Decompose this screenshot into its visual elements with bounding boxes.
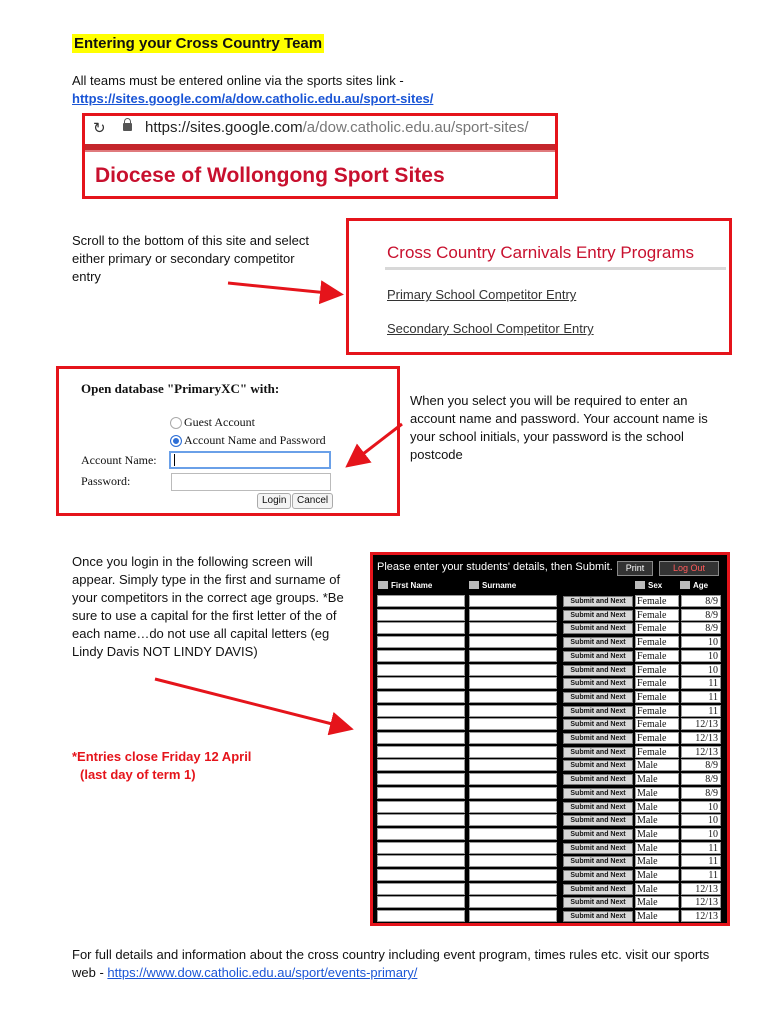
submit-next-button[interactable]: Submit and Next: [563, 678, 633, 689]
entry-instruction: Once you login in the following screen will appear. Simply type in the first and surname of your competitors in the correct age groups. *Be sure to use a capital for the first letter of the of each name…do not use all capital letters (eg Lindy Davis NOT LINDY DAVIS): [72, 554, 344, 659]
print-button[interactable]: Print: [617, 561, 653, 576]
submit-next-button[interactable]: Submit and Next: [563, 596, 633, 607]
sex-value: Female: [635, 732, 679, 744]
login-button[interactable]: Login: [257, 493, 291, 509]
col-age: Age: [680, 581, 708, 594]
primary-entry-link[interactable]: Primary School Competitor Entry: [387, 287, 577, 302]
age-value: 10: [681, 814, 721, 826]
submit-next-button[interactable]: Submit and Next: [563, 665, 633, 676]
age-value: 8/9: [681, 773, 721, 785]
sex-value: Male: [635, 869, 679, 881]
submit-next-button[interactable]: Submit and Next: [563, 637, 633, 648]
reload-icon: ↻: [93, 120, 106, 137]
age-value: 8/9: [681, 595, 721, 607]
sex-value: Female: [635, 664, 679, 676]
submit-next-button[interactable]: Submit and Next: [563, 788, 633, 799]
submit-next-button[interactable]: Submit and Next: [563, 719, 633, 730]
sex-value: Female: [635, 595, 679, 607]
submit-next-button[interactable]: Submit and Next: [563, 623, 633, 634]
sex-value: Female: [635, 691, 679, 703]
entry-programs-heading: Cross Country Carnivals Entry Programs: [387, 243, 695, 262]
age-value: 11: [681, 842, 721, 854]
intro-text: All teams must be entered online via the sports sites link -: [72, 73, 404, 88]
page-title: Entering your Cross Country Team: [74, 35, 323, 52]
age-value: 10: [681, 828, 721, 840]
age-value: 11: [681, 677, 721, 689]
sex-value: Male: [635, 855, 679, 867]
submit-next-button[interactable]: Submit and Next: [563, 843, 633, 854]
secondary-entry-link[interactable]: Secondary School Competitor Entry: [387, 321, 594, 336]
sex-value: Male: [635, 773, 679, 785]
arrow-to-entry-links: [228, 283, 338, 294]
submit-next-button[interactable]: Submit and Next: [563, 747, 633, 758]
age-value: 12/13: [681, 883, 721, 895]
col-surname: Surname: [469, 581, 516, 594]
submit-next-button[interactable]: Submit and Next: [563, 651, 633, 662]
age-value: 11: [681, 705, 721, 717]
cancel-button[interactable]: Cancel: [292, 493, 333, 509]
submit-next-button[interactable]: Submit and Next: [563, 733, 633, 744]
submit-next-button[interactable]: Submit and Next: [563, 856, 633, 867]
col-sex: Sex: [635, 581, 662, 594]
age-value: 8/9: [681, 622, 721, 634]
login-instruction: When you select you will be required to enter an account name and password. Your account name is your school initials, your password is the school postcode: [410, 393, 708, 462]
guest-label: Guest Account: [184, 415, 255, 429]
sex-value: Female: [635, 622, 679, 634]
password-label: Password:: [81, 474, 131, 488]
sex-value: Male: [635, 814, 679, 826]
site-title: Diocese of Wollongong Sport Sites: [95, 164, 445, 187]
submit-next-button[interactable]: Submit and Next: [563, 802, 633, 813]
form-title: Please enter your students' details, then Submit.: [377, 561, 613, 573]
age-value: 10: [681, 650, 721, 662]
account-name-label: Account Name:: [81, 453, 157, 467]
sex-value: Female: [635, 677, 679, 689]
submit-next-button[interactable]: Submit and Next: [563, 774, 633, 785]
age-value: 10: [681, 664, 721, 676]
submit-next-button[interactable]: Submit and Next: [563, 911, 633, 922]
age-value: 8/9: [681, 609, 721, 621]
sex-value: Male: [635, 842, 679, 854]
dialog-title: Open database "PrimaryXC" with:: [81, 381, 280, 396]
submit-next-button[interactable]: Submit and Next: [563, 760, 633, 771]
age-value: 11: [681, 869, 721, 881]
scroll-instruction: Scroll to the bottom of this site and select either primary or secondary competitor entry: [72, 233, 310, 284]
age-value: 10: [681, 636, 721, 648]
sex-value: Male: [635, 801, 679, 813]
sex-value: Female: [635, 650, 679, 662]
entries-close-date: *Entries close Friday 12 April: [72, 749, 252, 764]
age-value: 12/13: [681, 746, 721, 758]
age-value: 11: [681, 855, 721, 867]
sex-value: Female: [635, 705, 679, 717]
sex-value: Male: [635, 828, 679, 840]
age-value: 8/9: [681, 759, 721, 771]
col-first-name: First Name: [378, 581, 432, 594]
submit-next-button[interactable]: Submit and Next: [563, 706, 633, 717]
age-value: 12/13: [681, 732, 721, 744]
sex-value: Female: [635, 746, 679, 758]
logout-button[interactable]: Log Out: [659, 561, 719, 576]
arrow-to-entry-form: [155, 679, 348, 728]
submit-next-button[interactable]: Submit and Next: [563, 610, 633, 621]
sex-value: Female: [635, 636, 679, 648]
submit-next-button[interactable]: Submit and Next: [563, 815, 633, 826]
submit-next-button[interactable]: Submit and Next: [563, 829, 633, 840]
footer-text: For full details and information about the cross country including event program, times rules etc. visit our sports web -: [72, 947, 710, 980]
submit-next-button[interactable]: Submit and Next: [563, 884, 633, 895]
submit-next-button[interactable]: Submit and Next: [563, 897, 633, 908]
submit-next-button[interactable]: Submit and Next: [563, 870, 633, 881]
age-value: 12/13: [681, 896, 721, 908]
sex-value: Male: [635, 759, 679, 771]
age-value: 10: [681, 801, 721, 813]
sex-value: Female: [635, 718, 679, 730]
age-value: 8/9: [681, 787, 721, 799]
account-label: Account Name and Password: [184, 433, 326, 447]
events-primary-link[interactable]: https://www.dow.catholic.edu.au/sport/events-primary/: [107, 965, 418, 980]
sex-value: Male: [635, 883, 679, 895]
age-value: 12/13: [681, 910, 721, 922]
arrow-to-account-input: [350, 424, 402, 464]
entries-close-note: (last day of term 1): [80, 767, 196, 782]
sport-sites-link[interactable]: https://sites.google.com/a/dow.catholic.edu.au/sport-sites/: [72, 91, 434, 106]
age-value: 12/13: [681, 718, 721, 730]
address-url: https://sites.google.com/a/dow.catholic.edu.au/sport-sites/: [145, 119, 529, 136]
sex-value: Female: [635, 609, 679, 621]
sex-value: Male: [635, 896, 679, 908]
age-value: 11: [681, 691, 721, 703]
sex-value: Male: [635, 787, 679, 799]
submit-next-button[interactable]: Submit and Next: [563, 692, 633, 703]
sex-value: Male: [635, 910, 679, 922]
